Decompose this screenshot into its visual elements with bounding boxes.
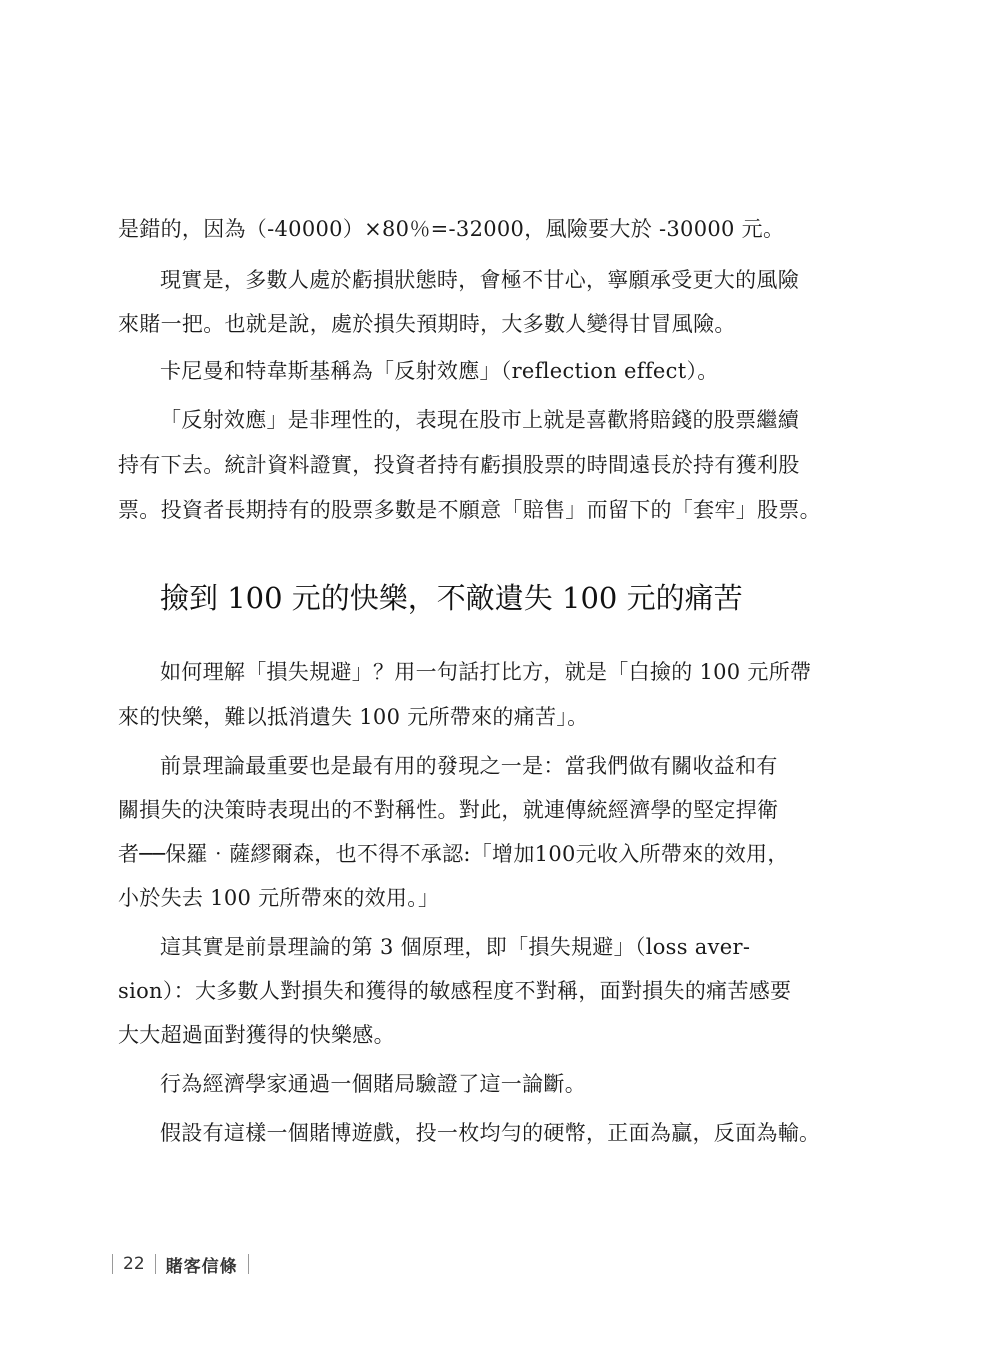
text-line: 關損失的決策時表現出的不對稱性。對此，就連傳統經濟學的堅定捍衛 (118, 798, 779, 822)
text-line: 行為經濟學家通過一個賭局驗證了這一論斷。 (160, 1072, 586, 1096)
text-line: 票。投資者長期持有的股票多數是不願意「賠售」而留下的「套牢」股票。 (118, 498, 821, 522)
text-line: 大大超過面對獲得的快樂感。 (118, 1023, 395, 1047)
text-line: 這其實是前景理論的第 3 個原理，即「損失規避」（loss aver- (160, 935, 751, 959)
text-line: 是錯的，因為（-40000）×80％=-32000，風險要大於 -30000 元。 (118, 217, 785, 241)
text-line: 現實是，多數人處於虧損狀態時，會極不甘心，寧願承受更大的風險 (160, 268, 799, 292)
text-line: 卡尼曼和特韋斯基稱為「反射效應」（reflection effect）。 (160, 359, 719, 383)
text-line: 來的快樂，難以抵消遺失 100 元所帶來的痛苦」。 (118, 705, 589, 729)
text-line: 來賭一把。也就是說，處於損失預期時，大多數人變得甘冒風險。 (118, 312, 736, 336)
text-line: 如何理解「損失規避」？用一句話打比方，就是「白撿的 100 元所帶 (160, 660, 812, 684)
text-line: 假設有這樣一個賭博遊戲，投一枚均勻的硬幣，正面為贏，反面為輸。 (160, 1121, 821, 1145)
text-line: 「反射效應」是非理性的，表現在股市上就是喜歡將賠錢的股票繼續 (160, 408, 799, 432)
text-line: 持有下去。統計資料證實，投資者持有虧損股票的時間遠長於持有獲利股 (118, 453, 800, 477)
section-heading: 撿到 100 元的快樂，不敵遺失 100 元的痛苦 (160, 581, 743, 615)
text-line: sion）：大多數人對損失和獲得的敏感程度不對稱，面對損失的痛苦感要 (118, 979, 792, 1003)
page-footer (112, 1252, 249, 1276)
book-title: 賭客信條 (165, 1256, 238, 1277)
text-line: 小於失去 100 元所帶來的效用。」 (118, 886, 440, 910)
text-line: 前景理論最重要也是最有用的發現之一是：當我們做有關收益和有 (160, 754, 778, 778)
text-line: 者──保羅‧薩繆爾森，也不得不承認:「增加100元收入所帶來的效用， (118, 842, 789, 866)
page-number: 22 (123, 1254, 145, 1274)
footer-divider (248, 1254, 249, 1274)
